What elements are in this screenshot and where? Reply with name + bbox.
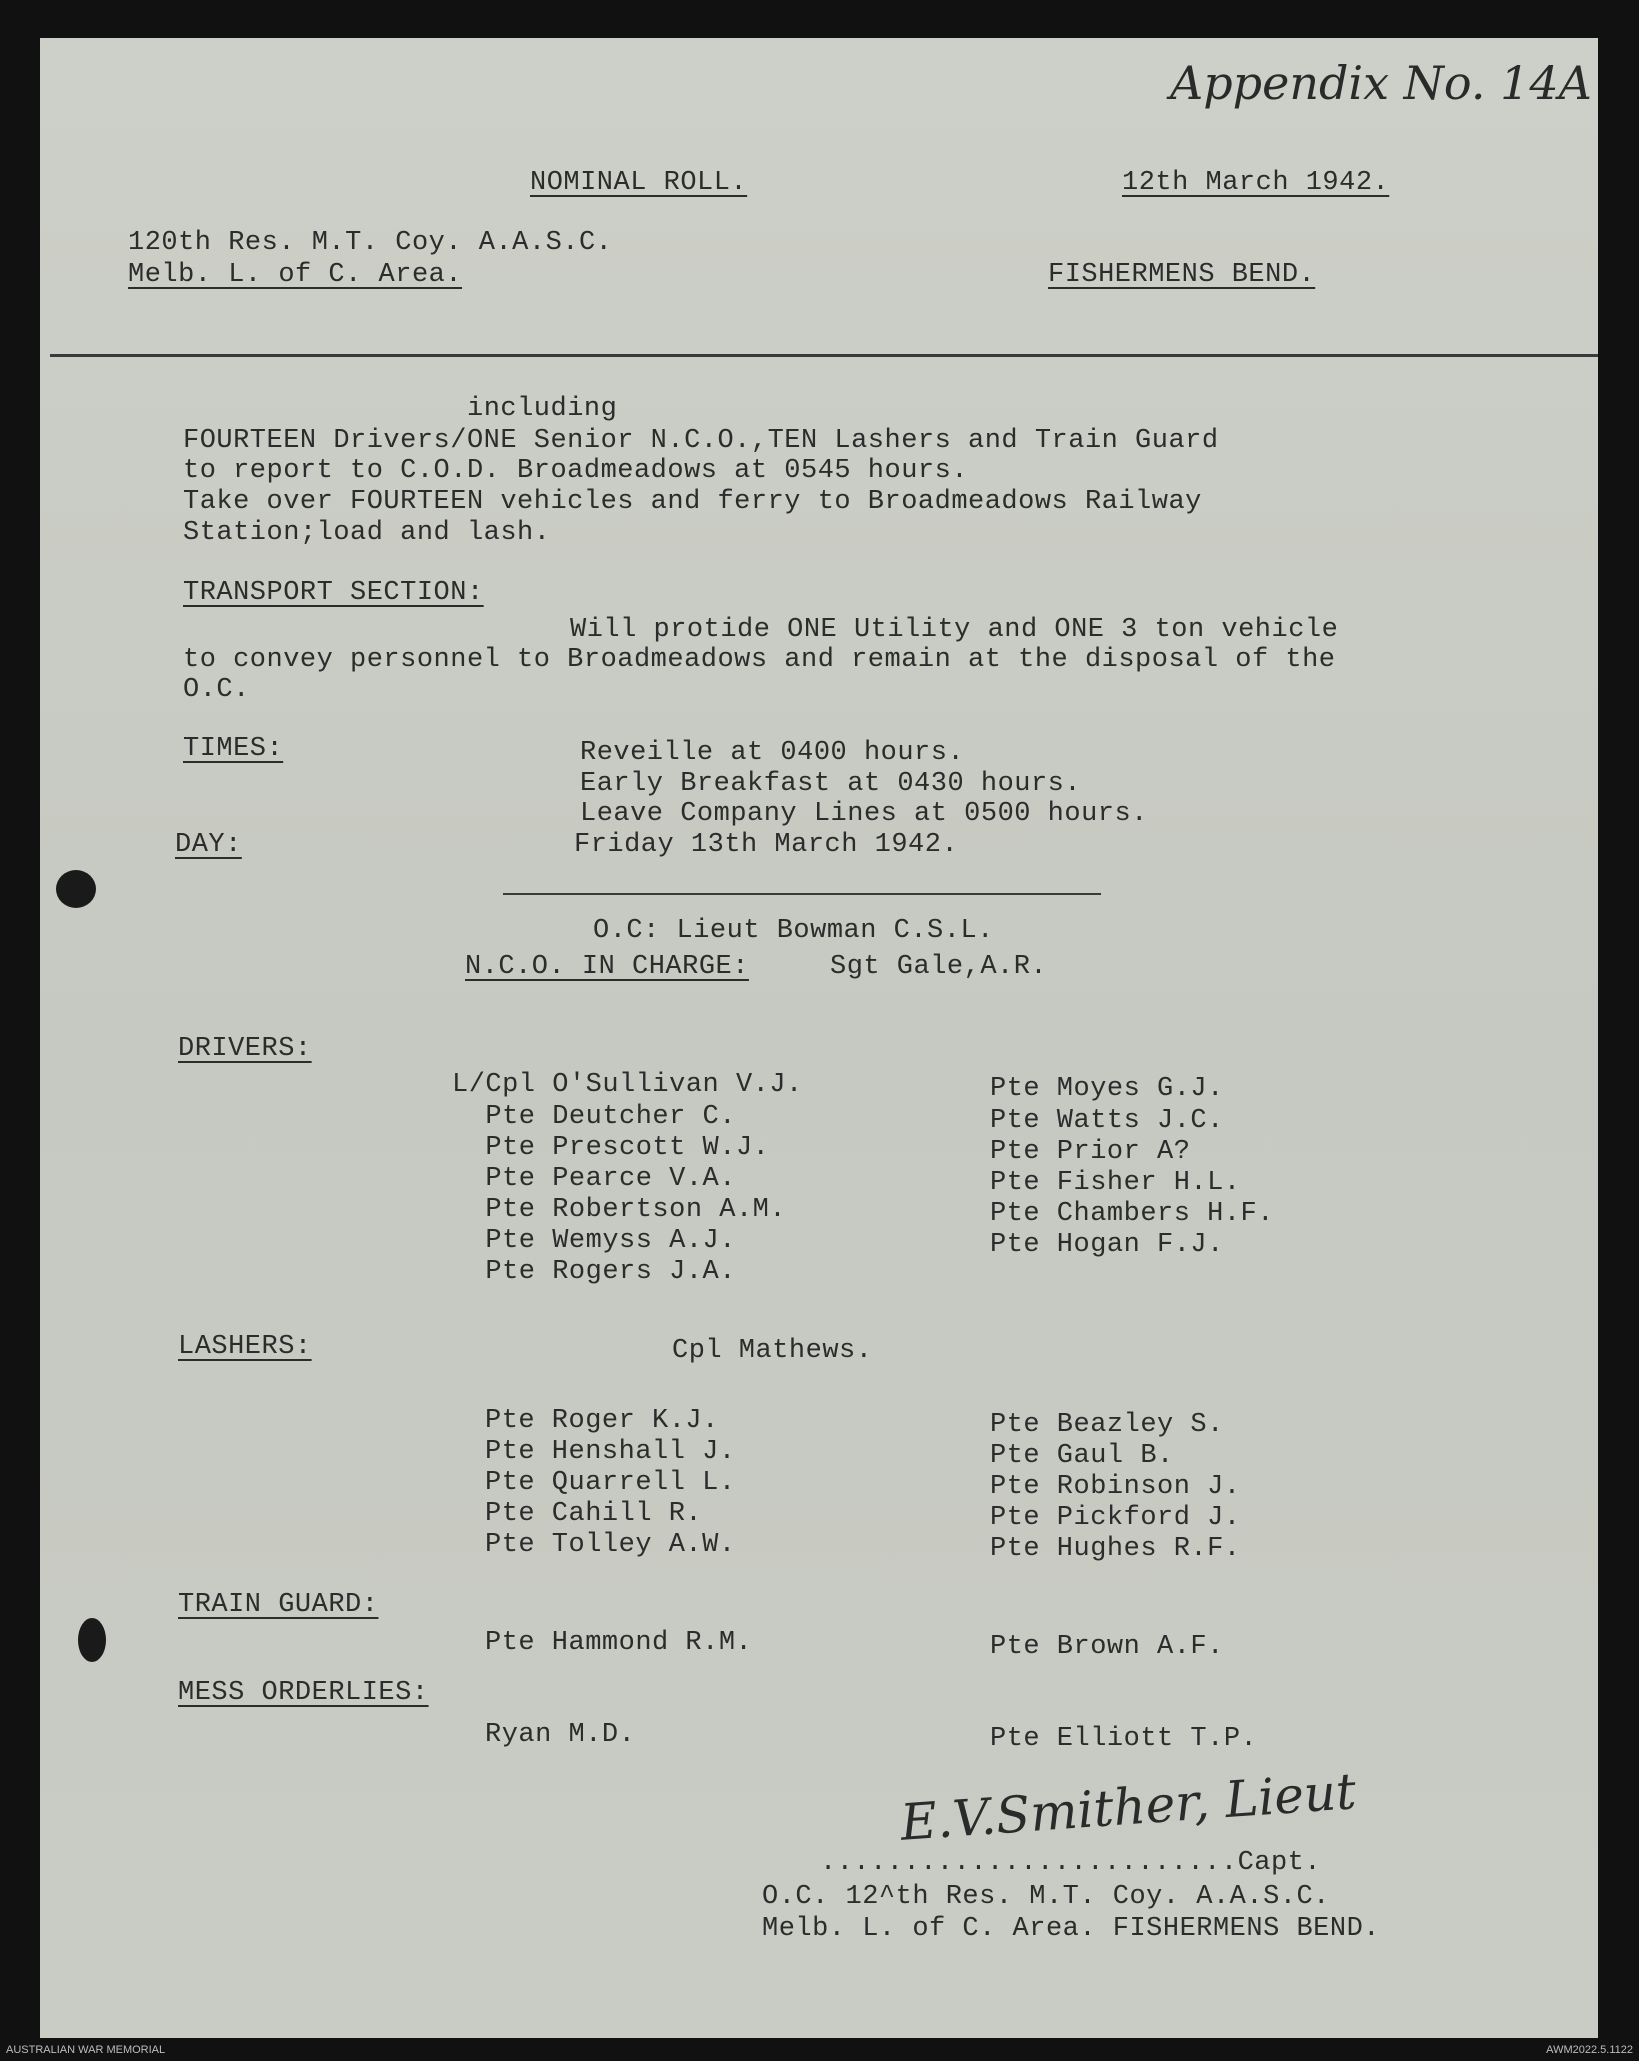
oc-line: O.C: Lieut Bowman C.S.L. — [593, 916, 994, 946]
lasher-right-1: Pte Beazley S. — [990, 1410, 1224, 1440]
footer-left: AUSTRALIAN WAR MEMORIAL — [6, 2044, 166, 2056]
times-line-1: Reveille at 0400 hours. — [580, 738, 965, 768]
driver-right-4: Pte Fisher H.L. — [990, 1168, 1241, 1198]
day-value: Friday 13th March 1942. — [574, 830, 959, 860]
document-title: NOMINAL ROLL. — [530, 168, 748, 198]
driver-left-6: Pte Wemyss A.J. — [452, 1226, 736, 1256]
punch-hole-top — [56, 870, 96, 908]
transport-line-3: O.C. — [183, 675, 250, 705]
driver-right-5: Pte Chambers H.F. — [990, 1199, 1274, 1229]
train-guard-left: Pte Hammond R.M. — [485, 1628, 753, 1658]
nco-label: N.C.O. IN CHARGE: — [465, 952, 749, 982]
intro-line-2: to report to C.O.D. Broadmeadows at 0545 hours. — [183, 456, 969, 486]
lashers-heading: LASHERS: — [178, 1332, 312, 1362]
footer-right: AWM2022.5.1122 — [1546, 2044, 1633, 2056]
intro-line-1: FOURTEEN Drivers/ONE Senior N.C.O.,TEN Lashers and Train Guard — [183, 426, 1219, 456]
driver-left-4: Pte Pearce V.A. — [452, 1164, 736, 1194]
nco-value: Sgt Gale,A.R. — [830, 952, 1048, 982]
mess-heading: MESS ORDERLIES: — [178, 1678, 429, 1708]
drivers-heading: DRIVERS: — [178, 1034, 312, 1064]
lasher-left-3: Pte Quarrell L. — [485, 1468, 736, 1498]
driver-right-2: Pte Watts J.C. — [990, 1106, 1224, 1136]
times-line-2: Early Breakfast at 0430 hours. — [580, 769, 1082, 799]
lashers-leader: Cpl Mathews. — [672, 1336, 873, 1366]
transport-heading: TRANSPORT SECTION: — [183, 578, 484, 608]
lasher-left-5: Pte Tolley A.W. — [485, 1530, 736, 1560]
driver-right-6: Pte Hogan F.J. — [990, 1230, 1224, 1260]
handwritten-appendix-note: Appendix No. 14A — [1170, 56, 1592, 110]
lasher-right-2: Pte Gaul B. — [990, 1441, 1174, 1471]
day-heading: DAY: — [175, 830, 242, 860]
driver-left-2: Pte Deutcher C. — [452, 1102, 736, 1132]
signature-line-2: Melb. L. of C. Area. FISHERMENS BEND. — [762, 1914, 1380, 1944]
footer — [0, 2040, 1639, 2061]
mess-right: Pte Elliott T.P. — [990, 1724, 1258, 1754]
location: FISHERMENS BEND. — [1048, 260, 1316, 290]
lasher-left-1: Pte Roger K.J. — [485, 1406, 719, 1436]
section-divider — [503, 893, 1101, 895]
transport-line-1: Will protide ONE Utility and ONE 3 ton vehicle — [570, 615, 1339, 645]
train-guard-heading: TRAIN GUARD: — [178, 1590, 379, 1620]
document-date: 12th March 1942. — [1122, 168, 1390, 198]
lasher-right-3: Pte Robinson J. — [990, 1472, 1241, 1502]
lasher-right-4: Pte Pickford J. — [990, 1503, 1241, 1533]
driver-right-1: Pte Moyes G.J. — [990, 1074, 1224, 1104]
handwritten-signature: E.V.Smither, Lieut — [898, 1762, 1358, 1852]
intro-line-4: Station;load and lash. — [183, 518, 551, 548]
intro-line-0: including — [467, 394, 618, 424]
signature-dots: .........................Capt. — [820, 1848, 1322, 1878]
driver-left-1: L/Cpl O'Sullivan V.J. — [452, 1070, 803, 1100]
lasher-right-5: Pte Hughes R.F. — [990, 1534, 1241, 1564]
lasher-left-4: Pte Cahill R. — [485, 1499, 703, 1529]
intro-line-3: Take over FOURTEEN vehicles and ferry to Broadmeadows Railway — [183, 487, 1202, 517]
punch-hole-bottom — [78, 1618, 106, 1662]
times-line-3: Leave Company Lines at 0500 hours. — [580, 799, 1148, 829]
document-page — [40, 38, 1598, 2038]
driver-left-3: Pte Prescott W.J. — [452, 1133, 770, 1163]
driver-left-5: Pte Robertson A.M. — [452, 1195, 787, 1225]
driver-right-3: Pte Prior A? — [990, 1137, 1191, 1167]
lasher-left-2: Pte Henshall J. — [485, 1437, 736, 1467]
times-heading: TIMES: — [183, 734, 284, 764]
mess-left: Ryan M.D. — [485, 1720, 636, 1750]
unit-area: Melb. L. of C. Area. — [128, 260, 463, 290]
train-guard-right: Pte Brown A.F. — [990, 1632, 1224, 1662]
driver-left-7: Pte Rogers J.A. — [452, 1257, 736, 1287]
transport-line-2: to convey personnel to Broadmeadows and remain at the disposal of the — [183, 645, 1336, 675]
signature-line-1: O.C. 12^th Res. M.T. Coy. A.A.S.C. — [762, 1882, 1330, 1912]
header-divider — [50, 354, 1598, 357]
unit-name: 120th Res. M.T. Coy. A.A.S.C. — [128, 228, 613, 258]
